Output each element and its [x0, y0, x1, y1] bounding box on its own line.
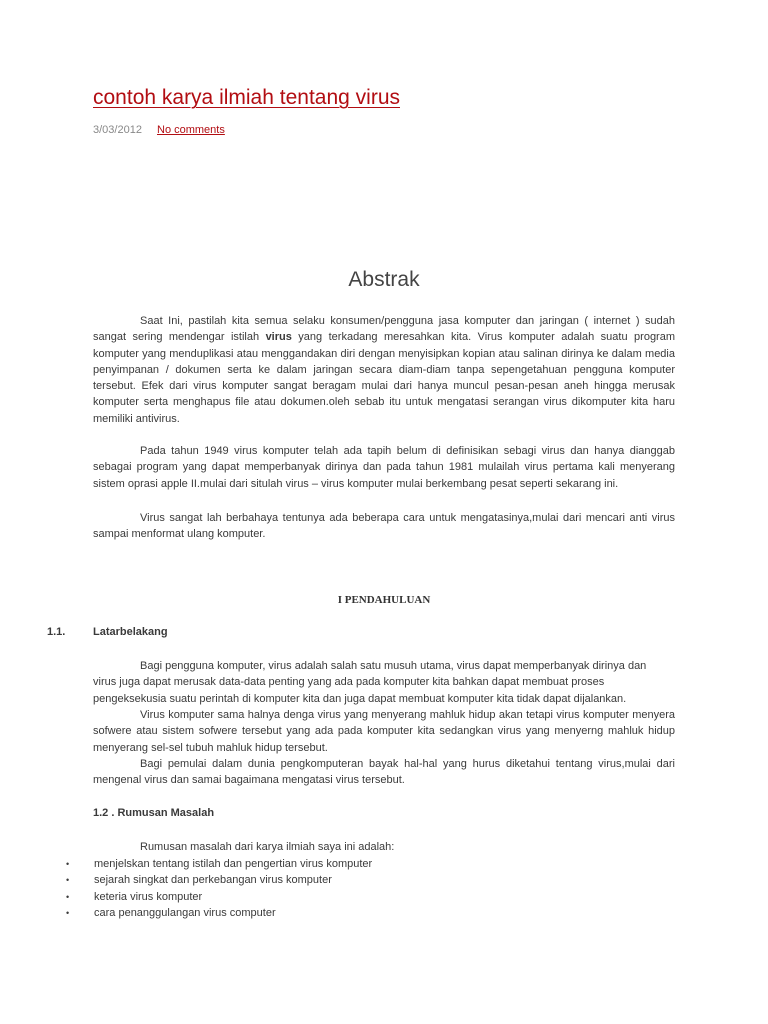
abstract-p1-after: yang terkadang meresahkan kita. Virus komputer adalah suatu program komputer yang menduplikasi atau menggandakan diri dengan menyisipkan kopian atau salinan dirinya ke dalam media penyimpanan / dokumen serta ke dalam jaringan secara diam-diam tanpa sepengetahuan pengguna komputer tersebut. Efek dari virus komputer sangat beragam mulai dari hanya muncul pesan-pesan aneh hingga merusak komputer serta menghapus file atau dokumen.oleh sebab itu untuk mengatasi serangan virus dikomputer kita haru memiliki antivirus.	[93, 331, 676, 425]
bullet-icon: •	[66, 907, 70, 918]
comments-link[interactable]: No comments	[157, 124, 225, 136]
bullet-icon: •	[66, 875, 70, 886]
subsection-title-rumusan-masalah: 1.2 . Rumusan Masalah	[93, 807, 215, 819]
abstract-heading: Abstrak	[348, 268, 420, 291]
abstract-p1-before: Saat Ini, pastilah kita semua selaku konsumen/pengguna jasa komputer dan jaringan ( internet ) sudah sangat sering mendengar istilah	[93, 315, 675, 344]
latarbelakang-line-1: Bagi pengguna komputer, virus adalah salah satu musuh utama, virus dapat memperbanyak dirinya dan	[140, 660, 647, 672]
bullet-icon: •	[66, 891, 70, 902]
abstract-paragraph-1	[93, 313, 675, 427]
list-item-text: cara penanggulangan virus computer	[94, 906, 276, 919]
latarbelakang-paragraph-2: Virus komputer sama halnya denga virus yang menyerang mahluk hidup akan tetapi virus komputer menyera sofwere atau sistem sofwere tersebut yang ada pada komputer kita sedangkan virus yang menyerng mahluk hidup menyerang sel-sel tubuh mahluk hidup tersebut.	[93, 709, 675, 754]
abstract-paragraph-3: Virus sangat lah berbahaya tentunya ada beberapa cara untuk mengatasinya,mulai dari mencari anti virus sampai menformat ulang komputer.	[93, 512, 675, 541]
rumusan-intro: Rumusan masalah dari karya ilmiah saya ini adalah:	[140, 841, 395, 853]
list-item-text: keteria virus komputer	[94, 890, 203, 903]
bullet-icon: •	[66, 859, 70, 869]
list-item-text: menjelskan tentang istilah dan pengertian virus komputer	[94, 858, 373, 870]
latarbelakang-line-2: virus juga dapat merusak data-data penting yang ada pada komputer kita bahkan dapat membuat proses	[93, 676, 605, 688]
abstract-p1-bold: virus	[265, 331, 292, 344]
section-heading: I PENDAHULUAN	[337, 594, 431, 606]
list-item-text: sejarah singkat dan perkebangan virus komputer	[94, 874, 332, 887]
post-title[interactable]: contoh karya ilmiah tentang virus	[93, 86, 400, 109]
subsection-number: 1.1.	[47, 626, 66, 638]
latarbelakang-paragraph-3: Bagi pemulai dalam dunia pengkomputeran bayak hal-hal yang hurus diketahui tentang virus,mulai dari mengenal virus dan samai bagaimana mengatasi virus tersebut.	[93, 758, 675, 787]
post-meta	[93, 124, 225, 136]
abstract-paragraph-2: Pada tahun 1949 virus komputer telah ada tapih belum di definisikan sebagi virus dan hanya dianggab sebagai program yang dapat memperbanyak dirinya dan pada tahun 1981 mulailah virus pertama kali menyerang sistem oprasi apple II.mulai dari situlah virus – virus komputer mulai berkembang pesat seperti sekarang ini.	[93, 445, 675, 490]
post-date: 3/03/2012	[93, 124, 142, 136]
subsection-title-latarbelakang: Latarbelakang	[93, 626, 168, 638]
latarbelakang-line-3: pengeksekusia suatu perintah di komputer kita dan juga dapat membuat komputer kita tidak dapat dijalankan.	[93, 693, 627, 705]
